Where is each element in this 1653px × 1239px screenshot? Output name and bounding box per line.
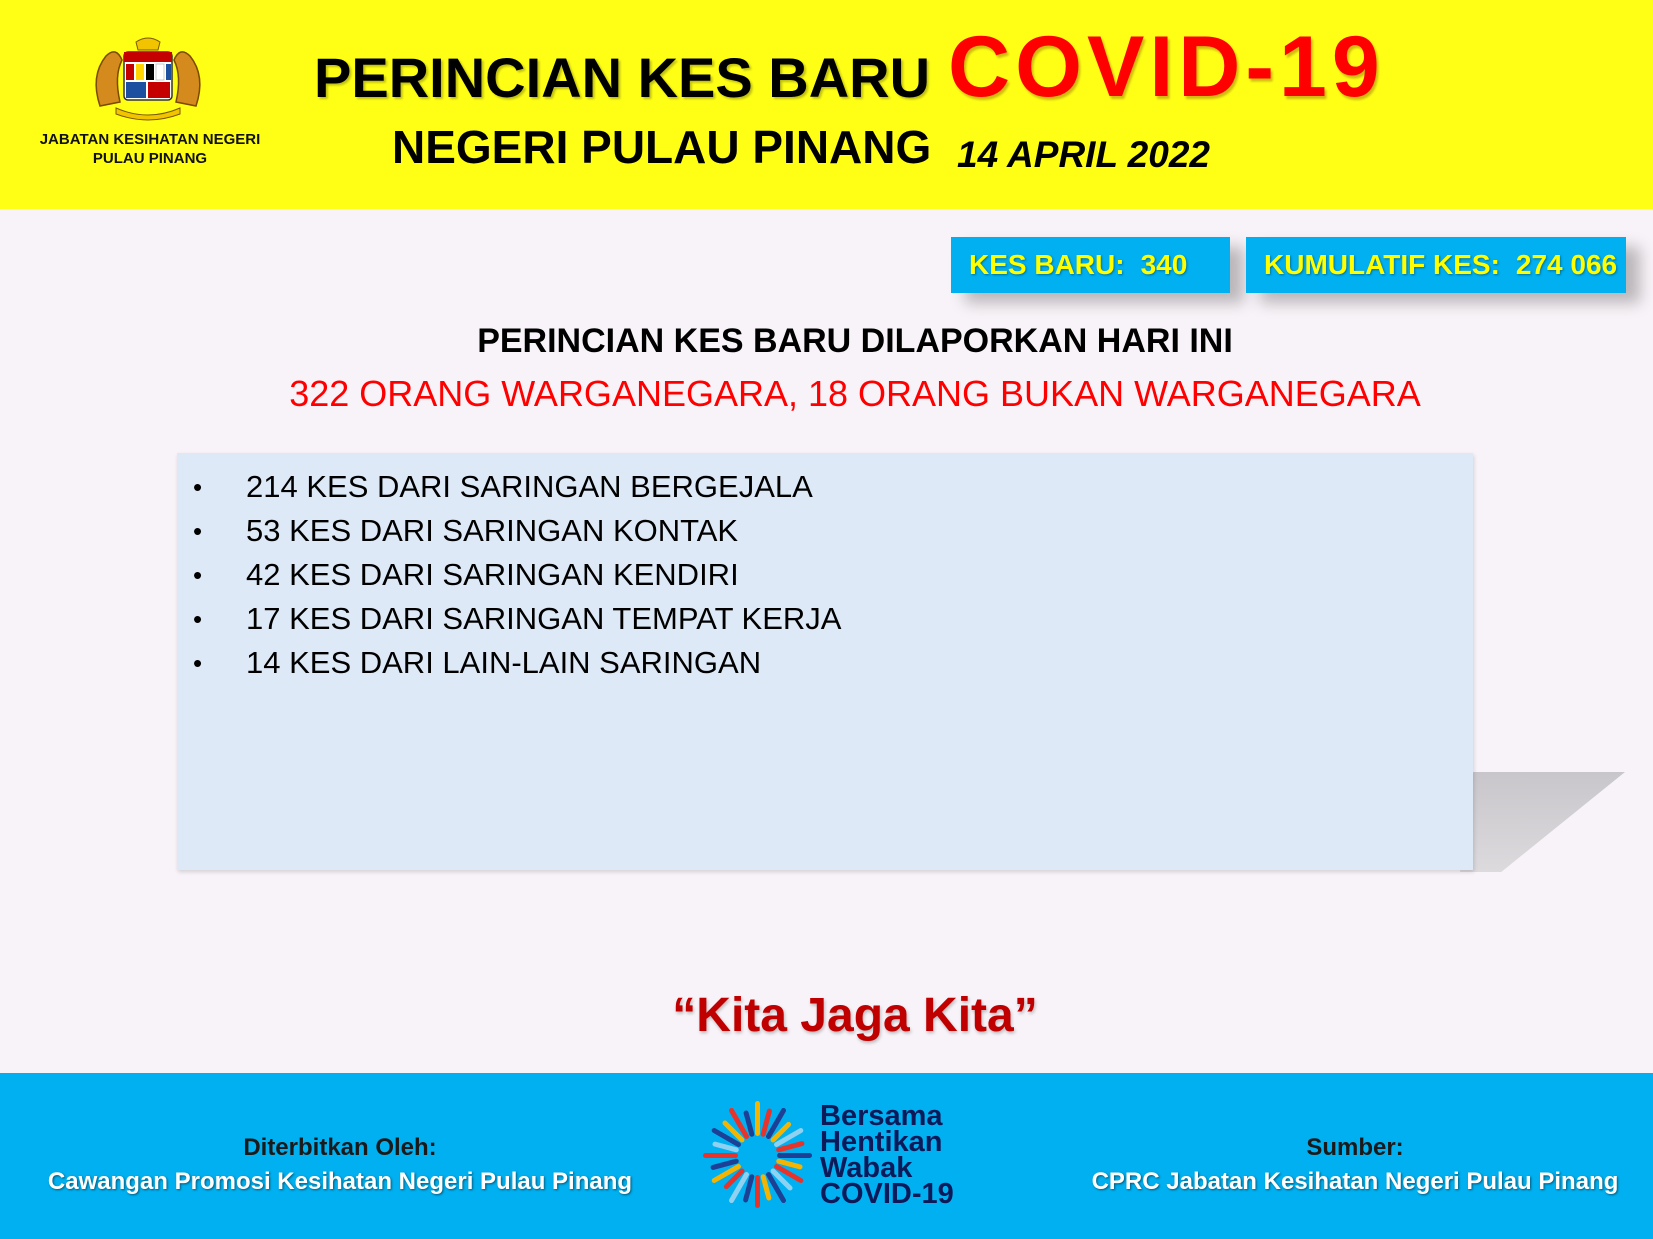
report-date: 14 APRIL 2022 xyxy=(957,134,1210,175)
list-item xyxy=(177,465,1473,509)
publisher-name: Cawangan Promosi Kesihatan Negeri Pulau Pinang xyxy=(47,1168,633,1195)
publisher-label: Diterbitkan Oleh: xyxy=(243,1134,437,1161)
list-item xyxy=(177,509,1473,553)
campaign-logo-text xyxy=(820,1100,954,1210)
list-item xyxy=(177,641,1473,685)
source-label: Sumber: xyxy=(1306,1134,1404,1161)
campaign-line-1: Bersama xyxy=(820,1100,943,1132)
bullet-icon: • xyxy=(193,472,203,502)
breakdown-box xyxy=(177,453,1473,870)
header-banner xyxy=(0,0,1653,209)
decorative-shadow xyxy=(1460,772,1625,872)
department-line-2: PULAU PINANG xyxy=(92,150,208,167)
footer-banner xyxy=(0,1073,1653,1239)
source-block xyxy=(1090,1131,1620,1199)
bullet-icon: • xyxy=(193,516,203,546)
bullet-icon: • xyxy=(193,648,203,678)
department-line-1: JABATAN KESIHATAN NEGERI xyxy=(39,131,261,148)
section-title: PERINCIAN KES BARU DILAPORKAN HARI INI xyxy=(477,322,1233,360)
new-cases-badge xyxy=(951,237,1230,293)
list-item xyxy=(177,553,1473,597)
bullet-icon: • xyxy=(193,560,203,590)
campaign-line-4: COVID-19 xyxy=(820,1178,954,1210)
covid-title: COVID-19 xyxy=(948,19,1385,115)
publisher-block xyxy=(30,1131,650,1199)
campaign-line-3: Wabak xyxy=(820,1152,913,1184)
list-item-text: 214 KES DARI SARINGAN BERGEJALA xyxy=(246,469,813,504)
list-item-text: 17 KES DARI SARINGAN TEMPAT KERJA xyxy=(246,601,842,636)
new-cases-label: KES BARU: xyxy=(969,249,1125,280)
section-subtitle: 322 ORANG WARGANEGARA, 18 ORANG BUKAN WARGANEGARA xyxy=(289,373,1421,414)
list-item-text: 53 KES DARI SARINGAN KONTAK xyxy=(246,513,739,548)
new-cases-value: 340 xyxy=(1140,249,1188,280)
breakdown-list xyxy=(177,453,1473,685)
list-item-text: 14 KES DARI LAIN-LAIN SARINGAN xyxy=(246,645,762,680)
cumulative-cases-label: KUMULATIF KES: xyxy=(1264,249,1500,280)
coat-of-arms-icon xyxy=(86,36,210,122)
slogan: “Kita Jaga Kita” xyxy=(672,989,1038,1042)
list-item-text: 42 KES DARI SARINGAN KENDIRI xyxy=(246,557,739,592)
source-name: CPRC Jabatan Kesihatan Negeri Pulau Pinang xyxy=(1091,1168,1619,1195)
bullet-icon: • xyxy=(193,604,203,634)
campaign-logo-icon xyxy=(700,1098,815,1213)
campaign-line-2: Hentikan xyxy=(820,1126,943,1158)
department-name xyxy=(20,130,280,168)
cumulative-cases-value: 274 066 xyxy=(1515,249,1618,280)
cumulative-cases-badge xyxy=(1246,237,1626,293)
state-title: NEGERI PULAU PINANG xyxy=(392,121,932,173)
page-title: PERINCIAN KES BARU xyxy=(314,46,931,109)
list-item xyxy=(177,597,1473,641)
